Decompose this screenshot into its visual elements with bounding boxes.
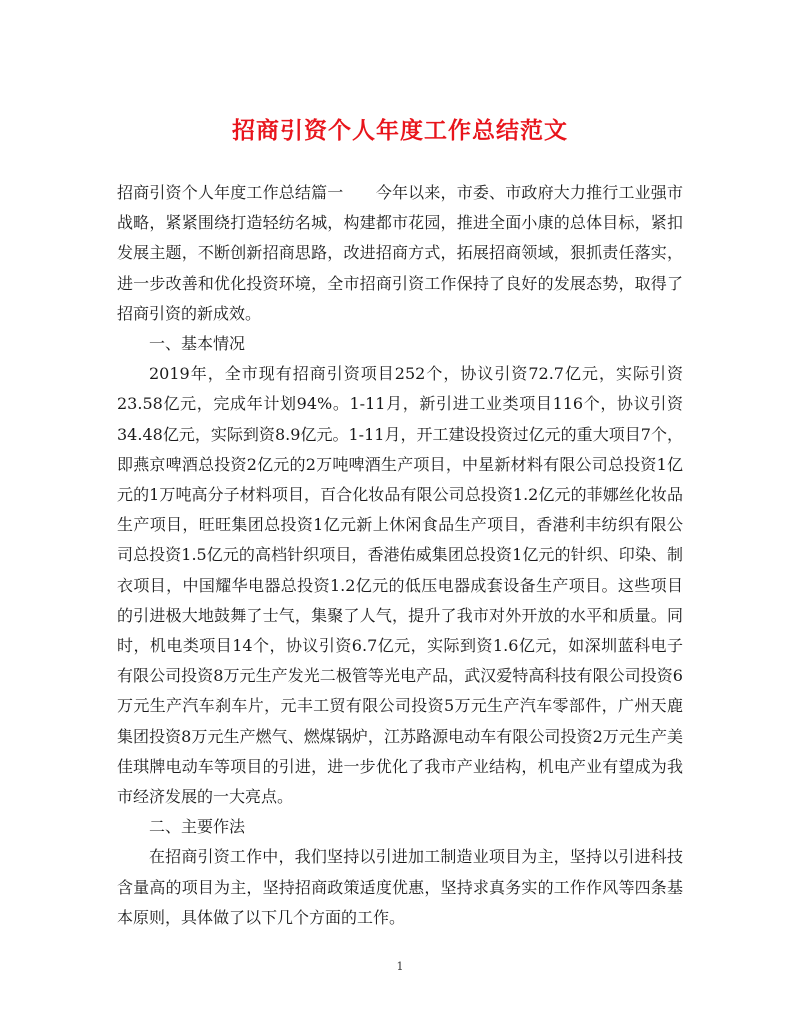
paragraph-basic-situation: 2019年，全市现有招商引资项目252个，协议引资72.7亿元，实际引资23.58亿元，完成年计划94%。1-11月，新引进工业类项目116个，协议引资34.48亿元，实际到资8.9亿元。1-11月，开工建设投资过亿元的重大项目7个，即燕京啤酒总投资2亿元的2万吨啤酒生产项目，中星新材料有限公司总投资1亿元的1万吨高分子材料项目，百合化妆品有限公司总投资1.2亿元的菲娜丝化妆品生产项目，旺旺集团总投资1亿元新上休闲食品生产项目，香港利丰纺织有限公司总投资1.5亿元的高档针织项目，香港佑威集团总投资1亿元的针织、印染、制衣项目，中国耀华电器总投资1.2亿元的低压电器成套设备生产项目。这些项目的引进极大地鼓舞了士气，集聚了人气，提升了我市对外开放的水平和质量。同时，机电类项目14个，协议引资6.7亿元，实际到资1.6亿元，如深圳蓝科电子有限公司投资8万元生产发光二极管等光电产品，武汉爱特高科技有限公司投资6万元生产汽车刹车片，元丰工贸有限公司投资5万元生产汽车零部件，广州天鹿集团投资8万元生产燃气、燃煤锅炉，江苏路源电动车有限公司投资2万元生产美佳琪牌电动车等项目的引进，进一步优化了我市产业结构，机电产业有望成为我市经济发展的一大亮点。 (117, 364, 683, 807)
document-body (117, 178, 683, 933)
document-title: 招商引资个人年度工作总结范文 (232, 117, 568, 144)
paragraph-main-methods: 在招商引资工作中，我们坚持以引进加工制造业项目为主，坚持以引进科技含量高的项目为主，坚持招商政策适度优惠，坚持求真务实的工作作风等四条基本原则，具体做了以下几个方面的工作。 (117, 847, 683, 927)
paragraph-intro: 招商引资个人年度工作总结篇一 今年以来，市委、市政府大力推行工业强市战略，紧紧围绕打造轻纺名城，构建都市花园，推进全面小康的总体目标，紧扣发展主题，不断创新招商思路，改进招商方式，拓展招商领域，狠抓责任落实，进一步改善和优化投资环境，全市招商引资工作保持了良好的发展态势，取得了招商引资的新成效。 (117, 183, 683, 323)
section-heading-main-methods: 二、主要作法 (149, 817, 246, 837)
page-number: 1 (396, 960, 404, 973)
section-heading-basic-situation: 一、基本情况 (149, 334, 246, 354)
